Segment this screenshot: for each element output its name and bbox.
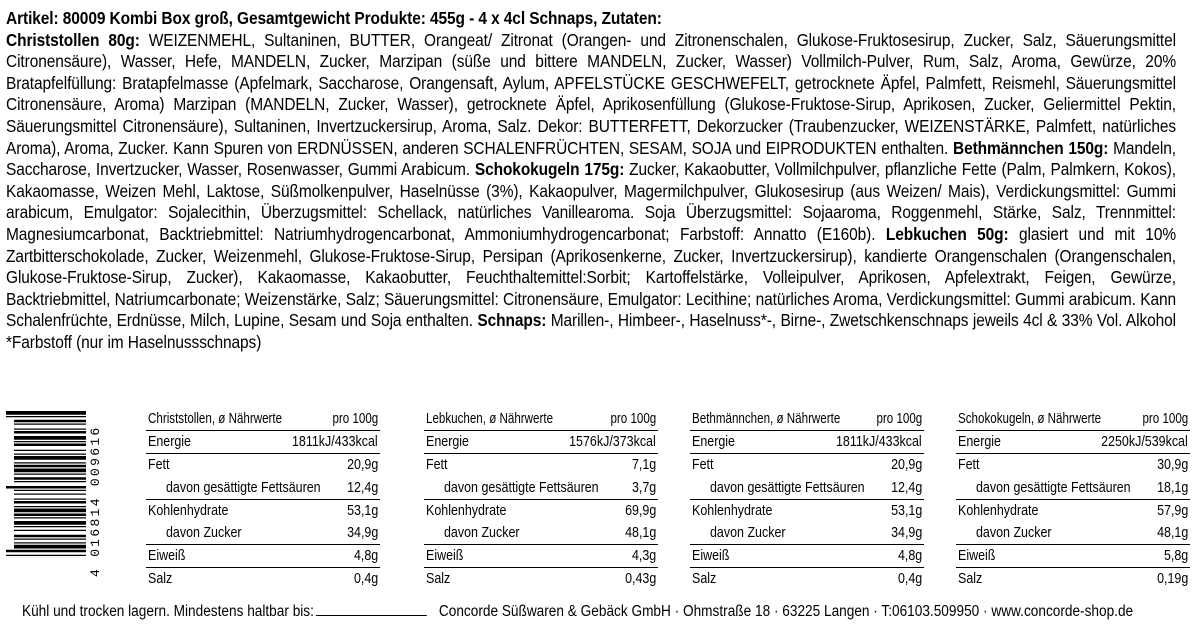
nutrition-label: Energie — [958, 434, 1001, 451]
nutrition-label: Eiweiß — [958, 548, 996, 565]
nutrition-row-zucker — [690, 522, 924, 545]
nutrition-value: 0,4g — [353, 571, 378, 588]
nutrition-per: pro 100g — [332, 411, 378, 427]
nutrition-row-eiweiss — [956, 545, 1190, 568]
nutrition-value: 1576kJ/373kcal — [569, 434, 656, 451]
nutrition-table-christstollen — [146, 408, 380, 591]
nutrition-label: davon gesättigte Fettsäuren — [976, 479, 1131, 496]
nutrition-value: 12,4g — [346, 479, 378, 496]
nutrition-label: Salz — [426, 571, 451, 588]
nutrition-label: Salz — [692, 571, 717, 588]
nutrition-label: Fett — [426, 457, 448, 474]
ingredient-text-bethmaennchen: Mandeln, Saccharose, Invertzucker, Wasser, Rosenwasser, Gummi Arabicum. — [6, 137, 1176, 180]
nutrition-value: 0,43g — [624, 571, 656, 588]
nutrition-row-kohlenhydrate — [956, 500, 1190, 522]
article-heading: Artikel: 80009 Kombi Box groß, Gesamtgewicht Produkte: 455g - 4 x 4cl Schnaps, Zutaten: — [6, 8, 662, 28]
nutrition-label: davon gesättigte Fettsäuren — [444, 479, 599, 496]
nutrition-row-energie — [956, 431, 1190, 454]
storage-note: Kühl und trocken lagern. Mindestens haltbar bis: — [22, 603, 314, 620]
ingredient-text-christstollen: WEIZENMEHL, Sultaninen, BUTTER, Orangeat/ Zitronat (Orangen- und Zitronenschalen, Glukose-Fruktosesirup, Zucker, Salz, Säuerungsmittel Citronensäure), Wasser, Hefe, MANDELN, Zucker, Marzipan (süße und bittere MANDELN, Zucker, Wasser) Vollmilch-Pulver, Rum, Salz, Aroma, Gewürze, 20% Bratapfelfüllung: Bratapfelmasse (Apfelmark, Saccharose, Orangensaft, Aylum, APFELSTÜCKE GESCHWEFELT, getrocknete Äpfel, Palmfett, Reismehl, Säuerungsmittel Citronensäure, Aroma) Marzipan (MANDELN, Zucker, Wasser), getrocknete Äpfel, Aprikosenfüllung (Glukose-Fruktose-Sirup, Aprikosen, Zucker, Geliermittel Pektin, Säuerungsmittel Citronensäure), Sultaninen, Invertzuckersirup, Aroma, Salz. Dekor: BUTTERFETT, Dekorzucker (Traubenzucker, WEIZENSTÄRKE, Palmfett, natürliches Aroma), Aroma, Zucker. Kann Spuren von ERDNÜSSEN, anderen SCHALENFRÜCHTEN, SESAM, SOJA und EIPRODUKTEN enthalten. — [6, 29, 1176, 158]
nutrition-header — [424, 408, 658, 431]
ingredients-block — [6, 8, 1176, 354]
nutrition-label: Salz — [958, 571, 983, 588]
barcode-digits: 4 016814 009616 — [88, 425, 103, 577]
ingredient-heading-christstollen: Christstollen 80g: — [6, 29, 140, 50]
ingredient-text-schokokugeln: Zucker, Kakaobutter, Vollmilchpulver, pflanzliche Fette (Palm, Palmkern, Kokos), Kakaomasse, Weizen Mehl, Laktose, Süßmolkenpulver, Haselnüsse (3%), Kakaopulver, Magermilchpulver, Glukosesirup (aus Weizen/ Mais), Verdickungsmittel: Gummi arabicum, Emulgator: Sojalecithin, Überzugsmittel: Schellack, natürliches Vanillearoma. Soja Überzugsmittel: Sojaaroma, Roggenmehl, Stärke, Salz, Trennmittel: Magnesiumcarbonat, Backtriebmittel: Natriumhydrogencarbonat, Ammoniumhydrogencarbonat; Farbstoff: Annatto (E160b). — [6, 159, 1176, 244]
nutrition-row-eiweiss — [690, 545, 924, 568]
nutrition-row-zucker — [146, 522, 380, 545]
nutrition-label: davon gesättigte Fettsäuren — [166, 479, 321, 496]
ingredient-heading-schnaps: Schnaps: — [477, 310, 547, 331]
nutrition-row-salz — [690, 568, 924, 590]
nutrition-label: Eiweiß — [426, 548, 464, 565]
nutrition-value: 0,4g — [897, 571, 922, 588]
nutrition-title: Christstollen, ø Nährwerte — [148, 411, 283, 427]
nutrition-value: 4,8g — [897, 548, 922, 565]
nutrition-value: 5,8g — [1163, 548, 1188, 565]
nutrition-row-fettsaeuren — [956, 477, 1190, 500]
nutrition-table-lebkuchen — [424, 408, 658, 591]
nutrition-value: 7,1g — [631, 457, 656, 474]
nutrition-label: davon Zucker — [444, 524, 520, 541]
nutrition-value: 20,9g — [890, 457, 922, 474]
nutrition-label: Energie — [148, 434, 191, 451]
nutrition-value: 2250kJ/539kcal — [1101, 434, 1188, 451]
nutrition-row-energie — [146, 431, 380, 454]
nutrition-row-kohlenhydrate — [424, 500, 658, 522]
nutrition-value: 34,9g — [346, 524, 378, 541]
nutrition-label: Energie — [692, 434, 735, 451]
nutrition-label: Fett — [148, 457, 170, 474]
nutrition-title: Bethmännchen, ø Nährwerte — [692, 411, 841, 427]
nutrition-label: Eiweiß — [692, 548, 730, 565]
nutrition-value: 12,4g — [890, 479, 922, 496]
nutrition-value: 1811kJ/433kcal — [292, 434, 378, 451]
nutrition-row-fettsaeuren — [690, 477, 924, 500]
ingredients-text — [6, 30, 1176, 352]
nutrition-value: 69,9g — [624, 502, 656, 519]
nutrition-row-zucker — [956, 522, 1190, 545]
nutrition-label: davon gesättigte Fettsäuren — [710, 479, 865, 496]
nutrition-label: Eiweiß — [148, 548, 186, 565]
nutrition-label: Fett — [692, 457, 714, 474]
nutrition-label: Kohlenhydrate — [692, 502, 773, 519]
nutrition-label: Energie — [426, 434, 469, 451]
nutrition-value: 57,9g — [1156, 502, 1188, 519]
nutrition-per: pro 100g — [1142, 411, 1188, 427]
nutrition-row-salz — [956, 568, 1190, 590]
ingredient-text-schnaps: Marillen-, Himbeer-, Haselnuss*-, Birne-, Zwetschkenschnaps jeweils 4cl & 33% Vol. Alkohol *Farbstoff (nur im Haselnussschnaps) — [6, 310, 1176, 352]
nutrition-header — [146, 408, 380, 431]
nutrition-label: davon Zucker — [976, 524, 1052, 541]
nutrition-title: Schokokugeln, ø Nährwerte — [958, 411, 1102, 427]
nutrition-value: 20,9g — [346, 457, 378, 474]
nutrition-value: 3,7g — [631, 479, 656, 496]
nutrition-row-energie — [424, 431, 658, 454]
nutrition-row-fett — [956, 454, 1190, 476]
nutrition-row-fettsaeuren — [146, 477, 380, 500]
nutrition-label: Kohlenhydrate — [148, 502, 229, 519]
nutrition-row-eiweiss — [424, 545, 658, 568]
nutrition-row-kohlenhydrate — [146, 500, 380, 522]
footer — [22, 603, 1134, 621]
nutrition-value: 34,9g — [890, 524, 922, 541]
nutrition-table-bethmaennchen — [690, 408, 924, 591]
ingredient-heading-schokokugeln: Schokokugeln 175g: — [474, 159, 625, 180]
ingredient-text-lebkuchen: glasiert und mit 10% Zartbitterschokolade, Zucker, Weizenmehl, Glukose-Fruktose-Sirup, Persipan (Aprikosenkerne, Zucker, Invertzuckersirup), kandierte Orangenschalen (Orangenschalen, Glukose-Fruktose-Sirup, Zucker), Kakaomasse, Kakaobutter, Feuchthaltemittel:Sorbit; Kartoffelstärke, Volleipulver, Aprikosen, Apfelextrakt, Feigen, Gewürze, Backtriebmittel, Natriumcarbonate; Weizenstärke, Salz; Säuerungsmittel: Citronensäure, Emulgator: Lecithine; natürliches Aroma, Verdickungsmittel: Gummi arabicum. Kann Schalenfrüchte, Erdnüsse, Milch, Lupine, Sesam und Soja enthalten. — [6, 223, 1176, 331]
nutrition-value: 0,19g — [1156, 571, 1188, 588]
nutrition-header — [956, 408, 1190, 431]
nutrition-row-salz — [424, 568, 658, 590]
nutrition-label: davon Zucker — [710, 524, 786, 541]
nutrition-row-eiweiss — [146, 545, 380, 568]
nutrition-row-kohlenhydrate — [690, 500, 924, 522]
nutrition-value: 53,1g — [890, 502, 922, 519]
nutrition-value: 18,1g — [1156, 479, 1188, 496]
nutrition-value: 48,1g — [624, 524, 656, 541]
nutrition-label: Fett — [958, 457, 980, 474]
nutrition-value: 30,9g — [1156, 457, 1188, 474]
nutrition-per: pro 100g — [610, 411, 656, 427]
nutrition-row-fett — [424, 454, 658, 476]
nutrition-row-fett — [690, 454, 924, 476]
nutrition-value: 1811kJ/433kcal — [836, 434, 922, 451]
nutrition-table-schokokugeln — [956, 408, 1190, 591]
nutrition-label: Kohlenhydrate — [958, 502, 1039, 519]
nutrition-value: 4,8g — [353, 548, 378, 565]
nutrition-title: Lebkuchen, ø Nährwerte — [426, 411, 554, 427]
company-info: Concorde Süßwaren & Gebäck GmbH · Ohmstraße 18 · 63225 Langen · T:06103.509950 · www.concorde-shop.de — [438, 603, 1134, 620]
nutrition-per: pro 100g — [876, 411, 922, 427]
nutrition-label: Salz — [148, 571, 173, 588]
nutrition-row-salz — [146, 568, 380, 590]
nutrition-value: 53,1g — [346, 502, 378, 519]
nutrition-row-fettsaeuren — [424, 477, 658, 500]
ingredient-heading-bethmaennchen: Bethmännchen 150g: — [952, 137, 1109, 158]
nutrition-row-zucker — [424, 522, 658, 545]
nutrition-label: davon Zucker — [166, 524, 242, 541]
nutrition-header — [690, 408, 924, 431]
best-before-blank — [316, 603, 427, 616]
ingredient-heading-lebkuchen: Lebkuchen 50g: — [885, 223, 1009, 244]
nutrition-label: Kohlenhydrate — [426, 502, 507, 519]
nutrition-row-fett — [146, 454, 380, 476]
nutrition-value: 4,3g — [631, 548, 656, 565]
nutrition-value: 48,1g — [1156, 524, 1188, 541]
nutrition-row-energie — [690, 431, 924, 454]
